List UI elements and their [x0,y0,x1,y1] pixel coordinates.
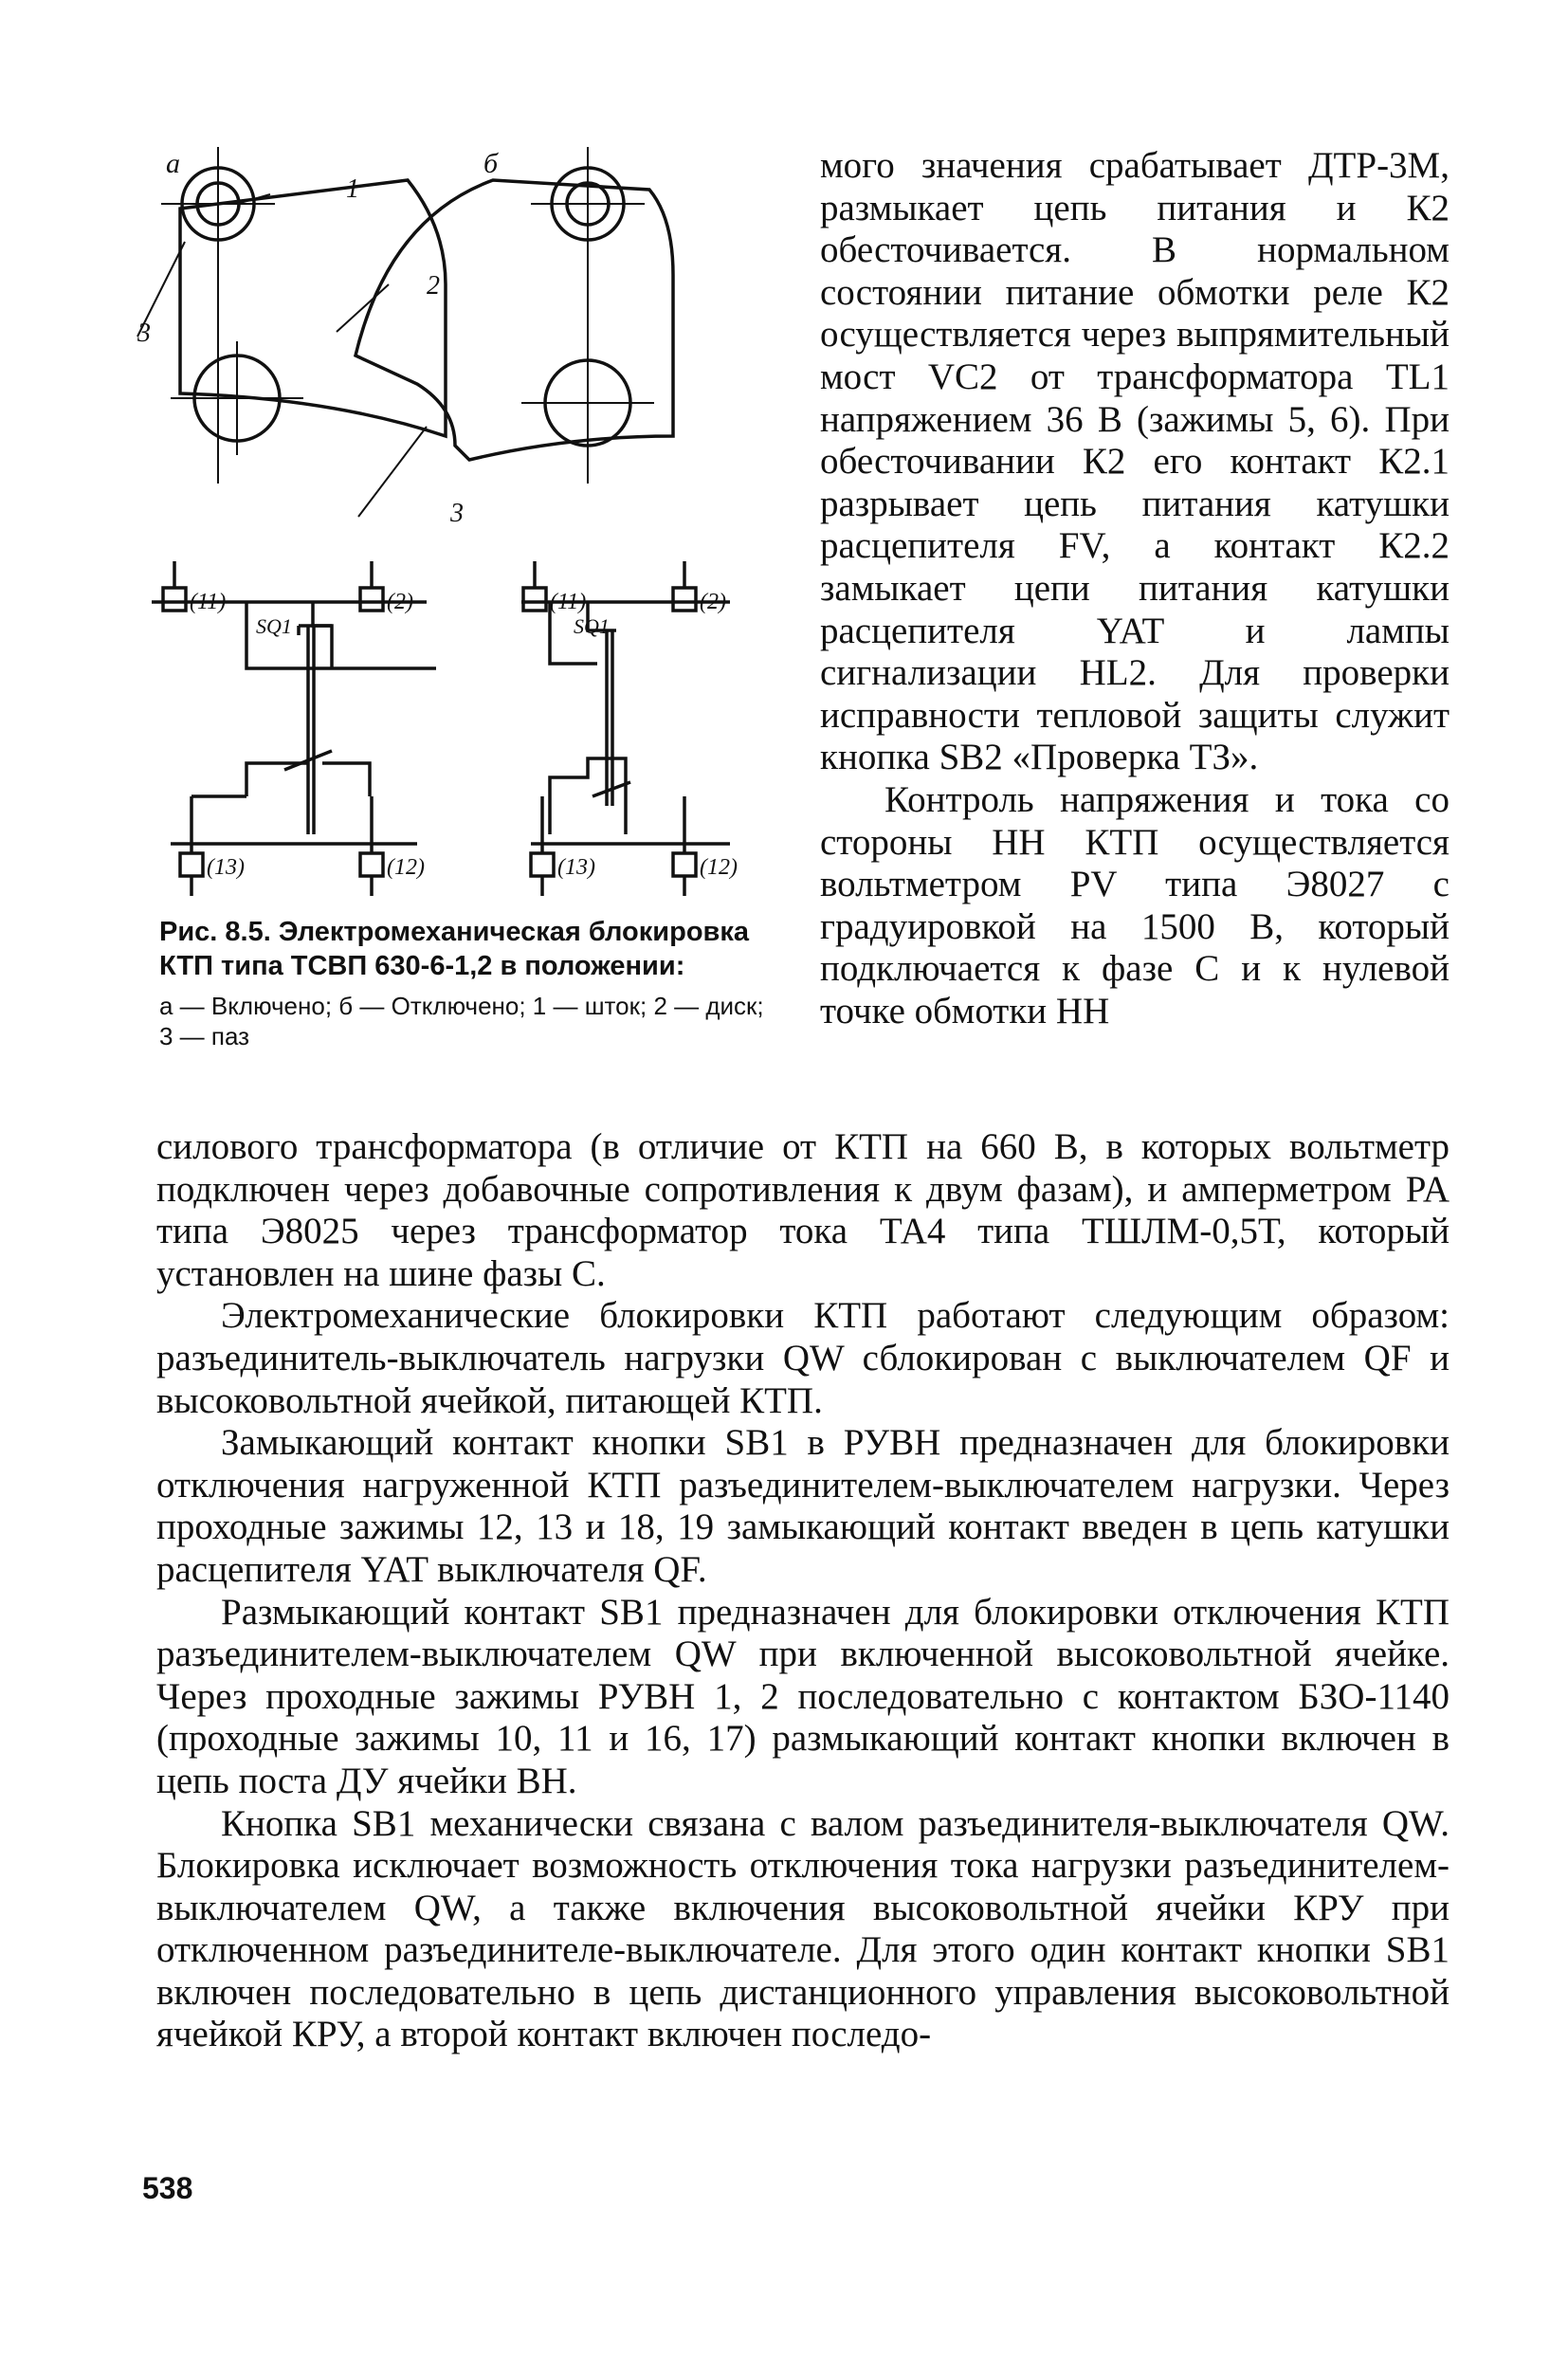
callout-1: 1 [346,174,359,204]
disk-b [356,180,673,460]
paragraph: Замыкающий контакт кнопки SB1 в РУВН предназначен для блокировки отключения нагруженной КТП разъединителем-выключателем нагрузки. Через проходные зажимы 12, 13 и 18, 19 замыкающий контакт введен в цепь катушки расцепителя YAT выключателя QF. [156,1422,1449,1590]
electromechanical-interlock-drawing [137,148,787,910]
fig-label-b: б [483,148,499,179]
terminal-2-a: (2) [387,590,413,614]
figure-caption [159,915,780,1051]
terminal-13-b: (13) [557,855,595,880]
terminal-12-b: (12) [700,855,738,880]
terminal-13-a: (13) [207,855,245,880]
switch-label-a: SQ1 [256,614,292,638]
page-number: 538 [142,2171,193,2205]
right-column-text [820,145,1449,1032]
terminal-11-a: (11) [190,590,227,614]
figure-8-5 [137,148,787,910]
paragraph: Размыкающий контакт SB1 предназначен для блокировки отключения КТП разъединителем-выключателем QW при включенной высоковольтной ячейке. Через проходные зажимы РУВН 1, 2 последовательно с контактом БЗО-1140 (проходные зажимы 10, 11 и 16, 17) размыкающий контакт кнопки включен в цепь поста ДУ ячейки ВН. [156,1591,1449,1801]
paragraph: Кнопка SB1 механически связана с валом разъединителя-выключателя QW. Блокировка исключает возможность отключения тока нагрузки разъединителем-выключателем QW, а также включения высоковольтной ячейки КРУ при отключенном разъединителе-выключателе. Для этого один контакт кнопки SB1 включен последовательно в цепь дистанционного управления высоковольтной ячейкой КРУ, а второй контакт включен последо- [156,1802,1449,2055]
caption-title: Рис. 8.5. Электромеханическая блокировка КТП типа ТСВП 630-6-1,2 в положении: [159,917,749,981]
paragraph: Электромеханические блокировки КТП работают следующим образом: разъединитель-выключатель нагрузки QW сблокирован с выключателем QF и высоковольтной ячейкой, питающей КТП. [156,1295,1449,1421]
caption-legend: а — Включено; б — Отключено; 1 — шток; 2 — диск; 3 — паз [159,992,764,1050]
callout-2: 2 [427,271,440,301]
terminal-11-b: (11) [550,590,587,614]
terminal-12-a: (12) [387,855,425,880]
terminal-2-b: (2) [700,590,726,614]
switch-label-b: SQ1 [574,614,610,638]
fig-label-a: а [166,148,180,179]
full-width-text [156,1126,1449,2056]
callout-3-a: 3 [137,319,151,348]
paragraph: Контроль напряжения и тока со стороны НН КТП осуществляется вольтметром PV типа Э8027 с градуировкой на 1500 В, который подключается к фазе С и к нулевой точке обмотки НН [820,778,1449,1031]
callout-3-b: 3 [450,499,464,528]
paragraph: мого значения срабатывает ДТР-3М, размыкает цепь питания и К2 обесточивается. В нормальном состоянии питание обмотки реле К2 осуществляется через выпрямительный мост VC2 от трансформатора TL1 напряжением 36 В (зажимы 5, 6). При обесточивании К2 его контакт К2.1 разрывает цепь питания катушки расцепителя FV, а контакт К2.2 замыкает цепи питания катушки расцепителя YAT и лампы сигнализации HL2. Для проверки исправности тепловой защиты служит кнопка SB2 «Проверка ТЗ». [820,145,1449,778]
paragraph: силового трансформатора (в отличие от КТП на 660 В, в которых вольтметр подключен через добавочные сопротивления к двум фазам), и амперметром PA типа Э8025 через трансформатор тока ТА4 типа ТШЛМ-0,5Т, который установлен на шине фазы С. [156,1126,1449,1294]
